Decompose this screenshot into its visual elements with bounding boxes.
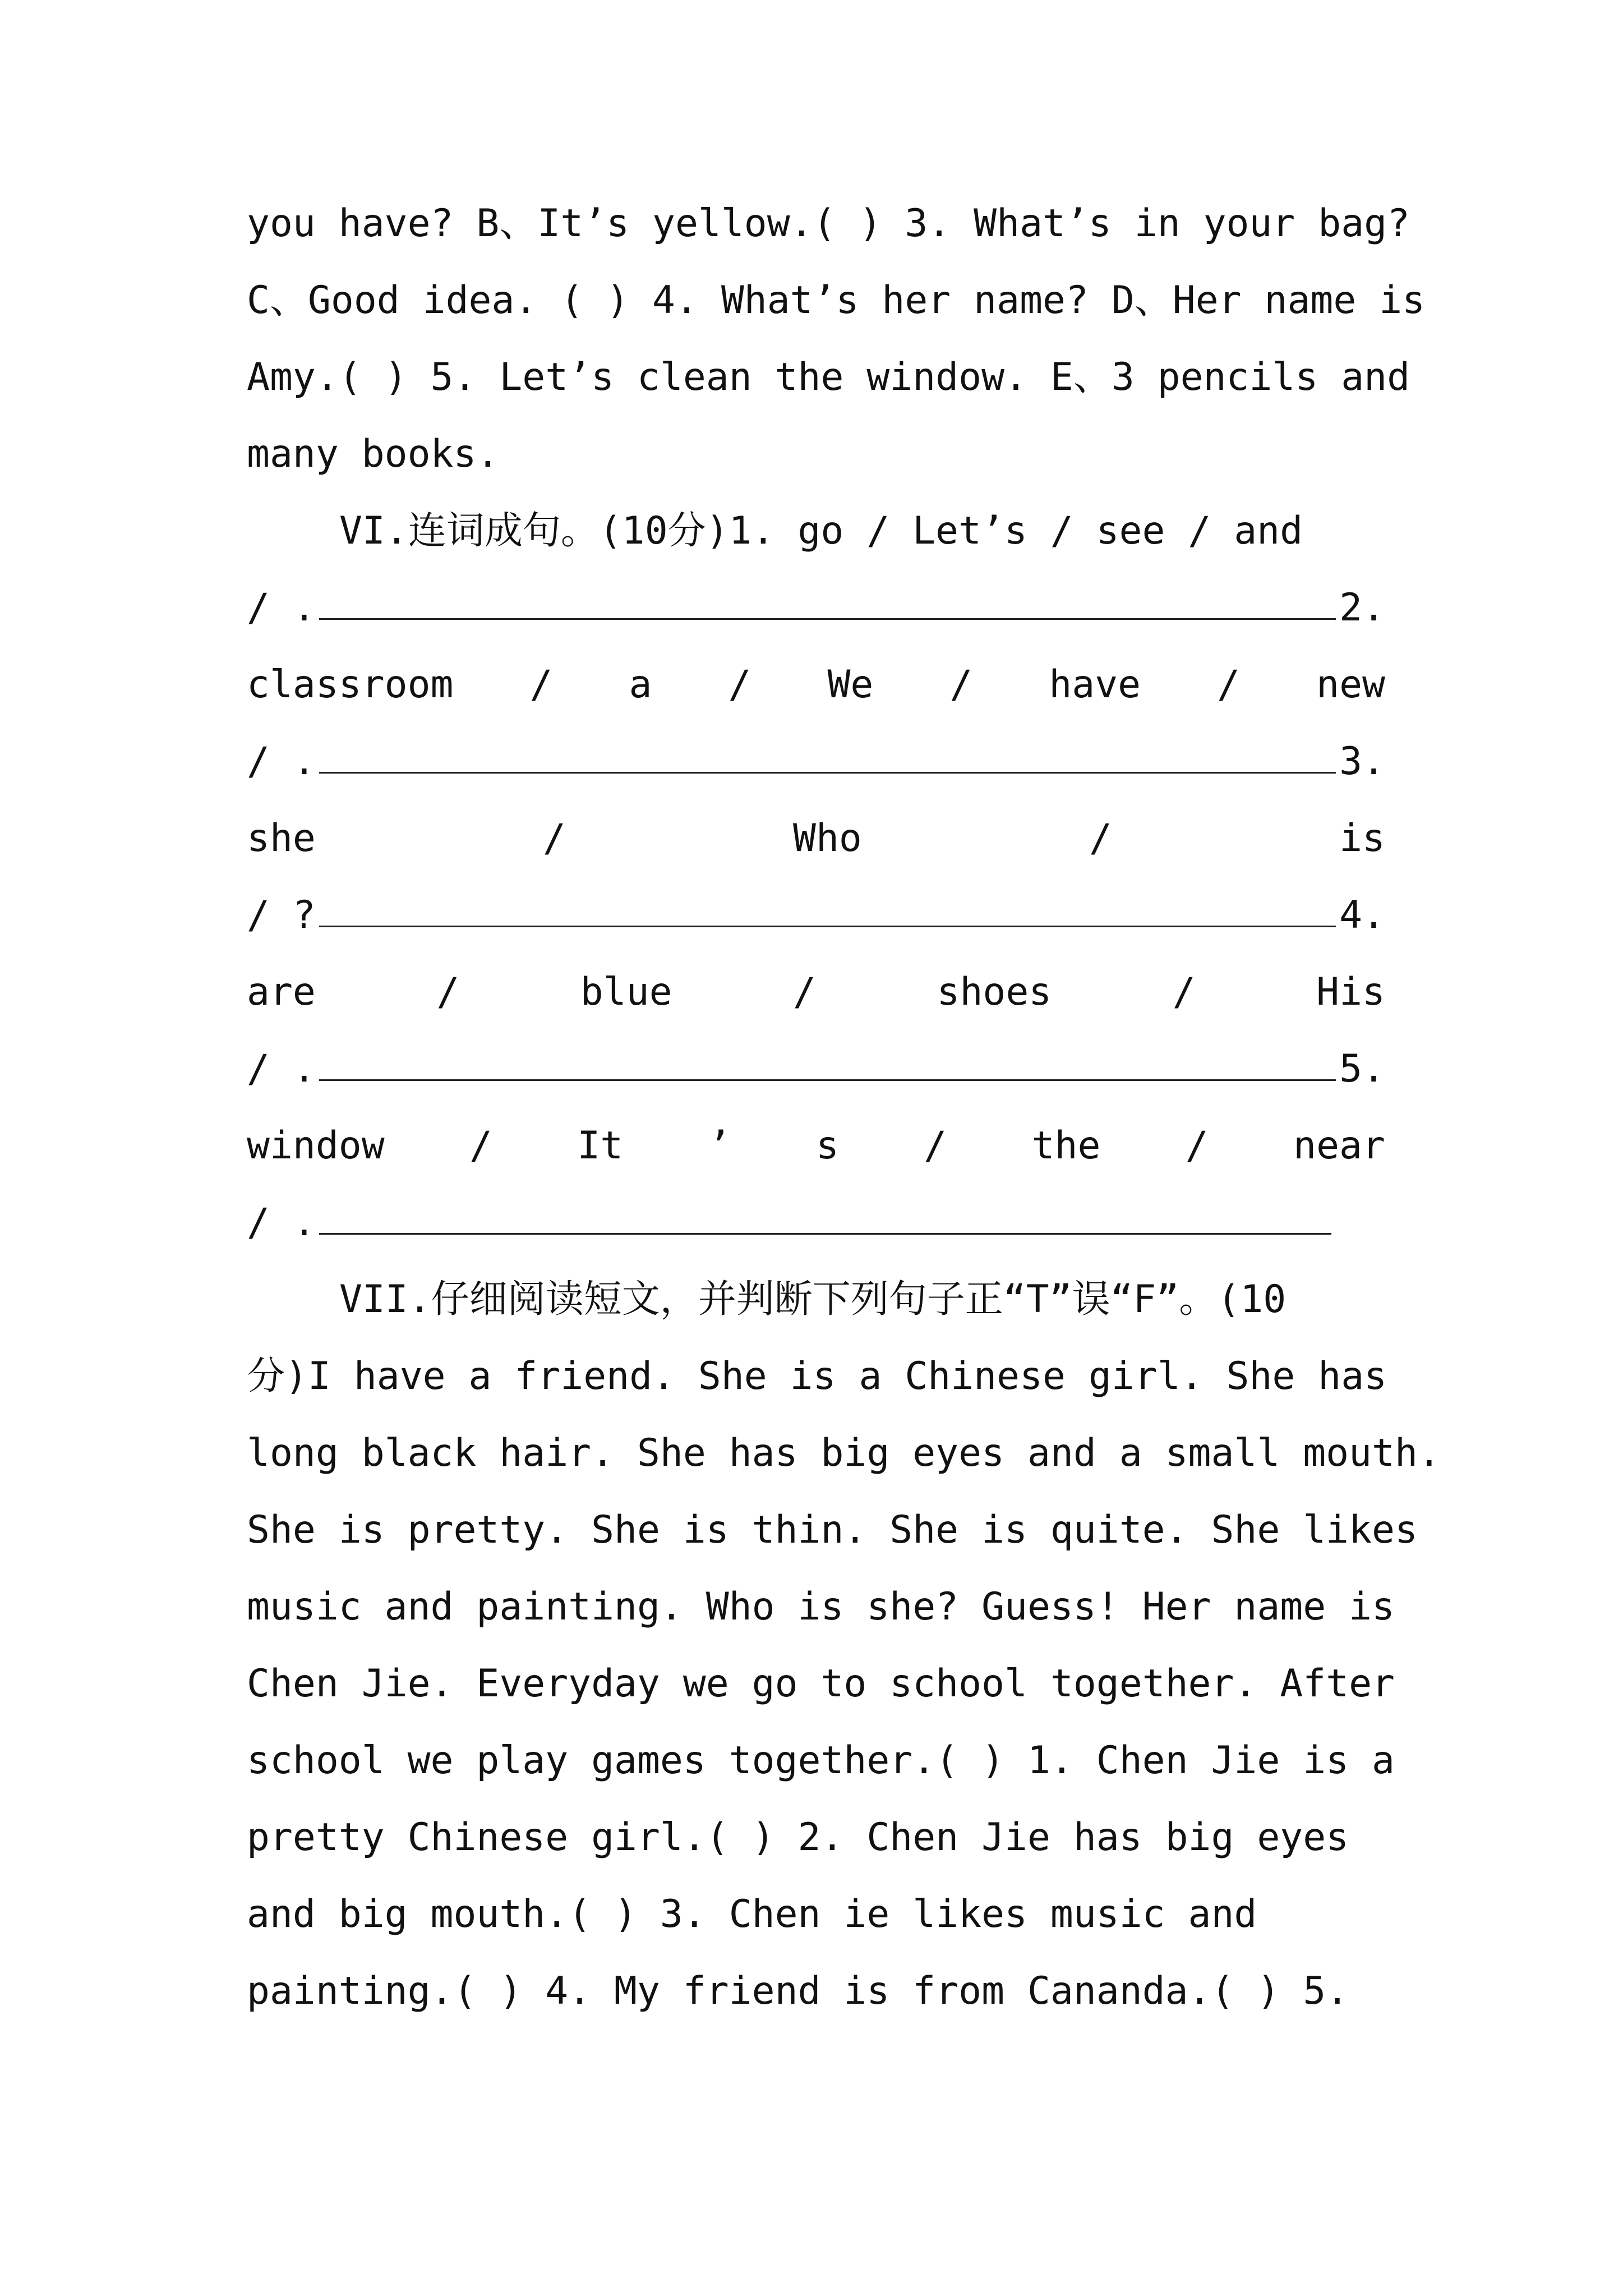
word: window <box>247 1124 385 1168</box>
word: / <box>529 662 553 707</box>
word: / <box>949 662 973 707</box>
answer-row <box>247 1030 1385 1107</box>
text-line: pretty Chinese girl.( ) 2. Chen Jie has big eyes <box>247 1815 1349 1860</box>
question-number: 2. <box>1339 586 1385 630</box>
word-row <box>247 954 1385 1030</box>
word: / <box>469 1124 492 1168</box>
answer-blank[interactable] <box>319 618 1336 620</box>
answer-row <box>247 723 1385 800</box>
word: the <box>1031 1124 1101 1168</box>
word: / <box>1172 970 1196 1014</box>
text-line: painting.( ) 4. My friend is from Cananda.( ) 5. <box>247 1969 1349 2013</box>
text-line: many books. <box>247 432 500 476</box>
word: It <box>577 1124 624 1168</box>
question-number: 3. <box>1339 739 1385 784</box>
text-line: Chen Jie. Everyday we go to school together. After <box>247 1662 1395 1706</box>
section-heading: VII.仔细阅读短文，并判断下列句子正“T”误“F”。(10 <box>339 1277 1287 1322</box>
word-row <box>247 1107 1385 1184</box>
text-line: 分)I have a friend. She is a Chinese girl. She has <box>247 1354 1387 1398</box>
answer-row <box>247 877 1385 954</box>
word: are <box>247 970 316 1014</box>
answer-blank[interactable] <box>319 1079 1336 1081</box>
word: is <box>1339 816 1385 861</box>
answer-row <box>247 1184 1385 1261</box>
row-start-text: / . <box>247 1047 316 1091</box>
word: s <box>815 1124 839 1168</box>
question-number: 5. <box>1339 1047 1385 1091</box>
section-heading: VI.连词成句。(10分)1. go / Let’s / see / and <box>339 509 1303 553</box>
answer-blank[interactable] <box>319 1233 1331 1235</box>
answer-blank[interactable] <box>319 772 1336 774</box>
word: / <box>793 970 816 1014</box>
text-line: long black hair. She has big eyes and a small mouth. <box>247 1431 1441 1475</box>
text-line: Amy.( ) 5. Let’s clean the window. E、3 pencils and <box>247 355 1410 399</box>
text-line: you have? B、It’s yellow.( ) 3. What’s in your bag? <box>247 201 1410 246</box>
row-start-text: / . <box>247 1200 316 1245</box>
word: blue <box>580 970 672 1014</box>
word: classroom <box>247 662 454 707</box>
text-line: music and painting. Who is she? Guess! Her name is <box>247 1585 1395 1629</box>
word-row <box>247 800 1385 877</box>
word: ’ <box>708 1124 731 1168</box>
word: shoes <box>937 970 1052 1014</box>
row-start-text: / ? <box>247 893 316 937</box>
word: / <box>728 662 751 707</box>
worksheet-page <box>247 185 1441 2030</box>
word-row <box>247 646 1385 723</box>
word: she <box>247 816 316 861</box>
word: / <box>1185 1124 1209 1168</box>
word: new <box>1316 662 1385 707</box>
word: / <box>1089 816 1112 861</box>
word: / <box>924 1124 947 1168</box>
answer-row <box>247 569 1385 646</box>
row-start-text: / . <box>247 739 316 784</box>
word: / <box>436 970 460 1014</box>
word: / <box>1217 662 1241 707</box>
text-line: and big mouth.( ) 3. Chen ie likes music and <box>247 1892 1257 1936</box>
word: have <box>1049 662 1141 707</box>
answer-blank[interactable] <box>319 926 1336 927</box>
word: a <box>629 662 652 707</box>
word: near <box>1293 1124 1385 1168</box>
word: / <box>542 816 566 861</box>
text-line: She is pretty. She is thin. She is quite. She likes <box>247 1508 1418 1552</box>
row-start-text: / . <box>247 586 316 630</box>
text-line: C、Good idea. ( ) 4. What’s her name? D、Her name is <box>247 278 1426 323</box>
question-number: 4. <box>1339 893 1385 937</box>
text-line: school we play games together.( ) 1. Chen Jie is a <box>247 1738 1395 1783</box>
word: His <box>1316 970 1385 1014</box>
word: Who <box>793 816 862 861</box>
word: We <box>827 662 874 707</box>
